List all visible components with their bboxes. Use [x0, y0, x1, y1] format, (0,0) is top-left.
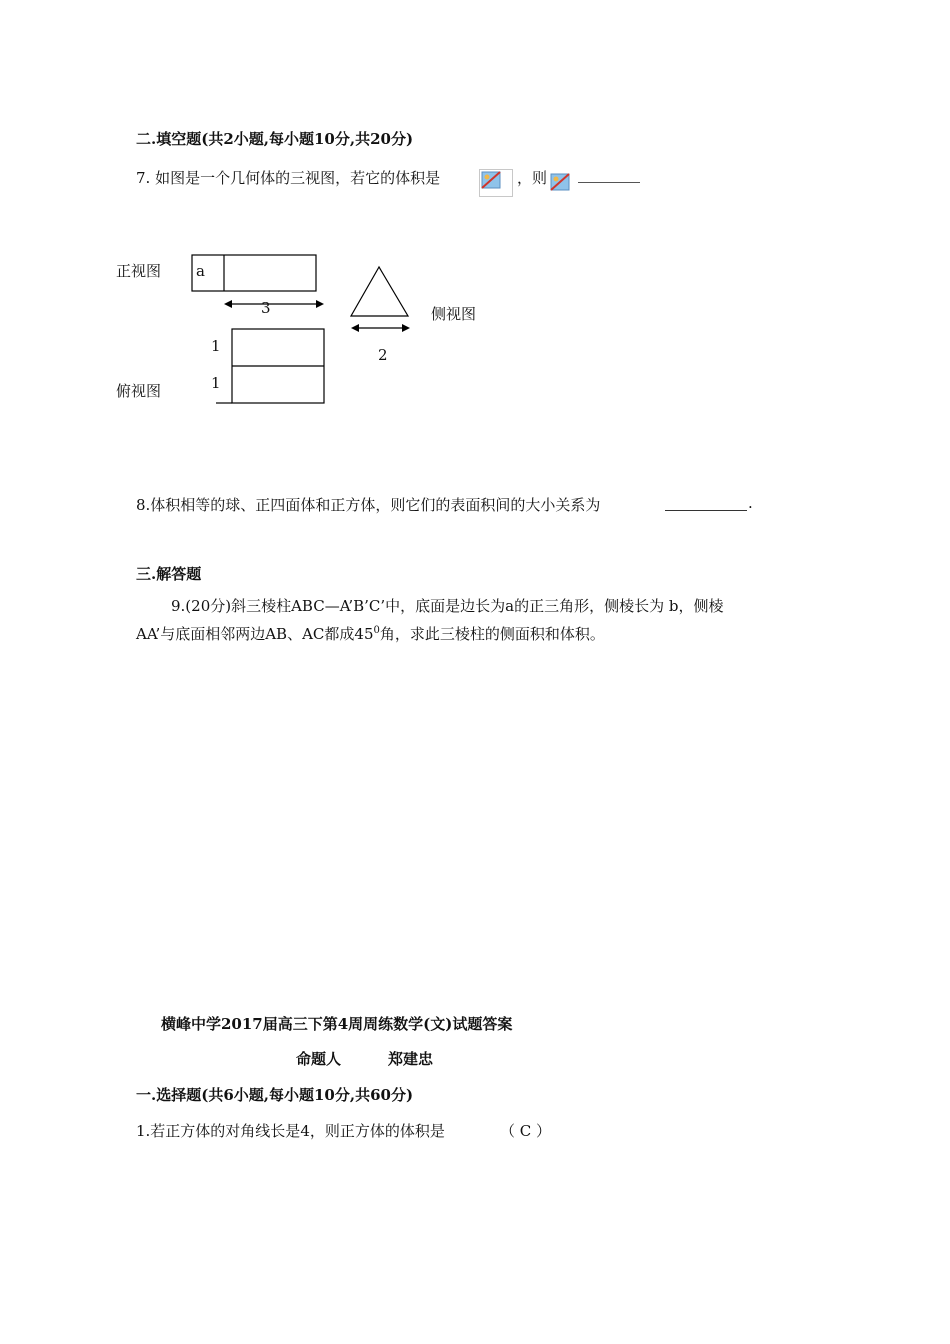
side-view-triangle — [351, 267, 408, 316]
section2-heading: 二.填空题(共2小题,每小题10分,共20分) — [136, 130, 414, 148]
arrow-head-left — [224, 300, 232, 308]
answer-title: 横峰中学2017届高三下第4周周练数学(文)试题答案 — [161, 1015, 513, 1033]
side-view-label: 侧视图 — [431, 305, 477, 323]
author-label: 命题人 — [296, 1050, 342, 1068]
question-8-end: . — [748, 494, 753, 512]
question-9-line2 — [136, 623, 605, 644]
label-1-upper: 1 — [211, 337, 221, 355]
question-8-text: 8.体积相等的球、正四面体和正方体，则它们的表面积间的大小关系为 — [136, 496, 601, 514]
top-view-label: 俯视图 — [116, 382, 162, 400]
section1-heading: 一.选择题(共6小题,每小题10分,共60分) — [136, 1086, 414, 1104]
label-a: a — [196, 262, 205, 280]
arrow-head-left — [351, 324, 359, 332]
label-1-lower: 1 — [211, 374, 221, 392]
label-3: 3 — [261, 299, 271, 317]
arrow-head-right — [402, 324, 410, 332]
front-view-label: 正视图 — [116, 262, 162, 280]
question-1-text: 1.若正方体的对角线长是4，则正方体的体积是 — [136, 1122, 445, 1140]
answer-blank-line-q8 — [665, 510, 747, 511]
question-7-mid: ，则 — [517, 169, 548, 187]
author-name: 郑建忠 — [388, 1050, 434, 1068]
degree-superscript: 0 — [373, 625, 380, 636]
question-9-line1: 9.(20分)斜三棱柱ABC—A’B’C’中，底面是边长为a的正三角形，侧棱长为 b，侧棱 — [171, 597, 724, 615]
question-9-line2-post: 角，求此三棱柱的侧面积和体积。 — [379, 625, 605, 643]
front-view-rect — [192, 255, 316, 291]
label-2: 2 — [378, 346, 388, 364]
question-1-answer: （ C ） — [500, 1122, 552, 1140]
section3-heading: 三.解答题 — [136, 565, 202, 583]
question-7-text: 7. 如图是一个几何体的三视图，若它的体积是 — [136, 169, 441, 187]
question-9-line2-pre: AA’与底面相邻两边AB、AC都成45 — [136, 625, 374, 643]
arrow-head-right — [316, 300, 324, 308]
